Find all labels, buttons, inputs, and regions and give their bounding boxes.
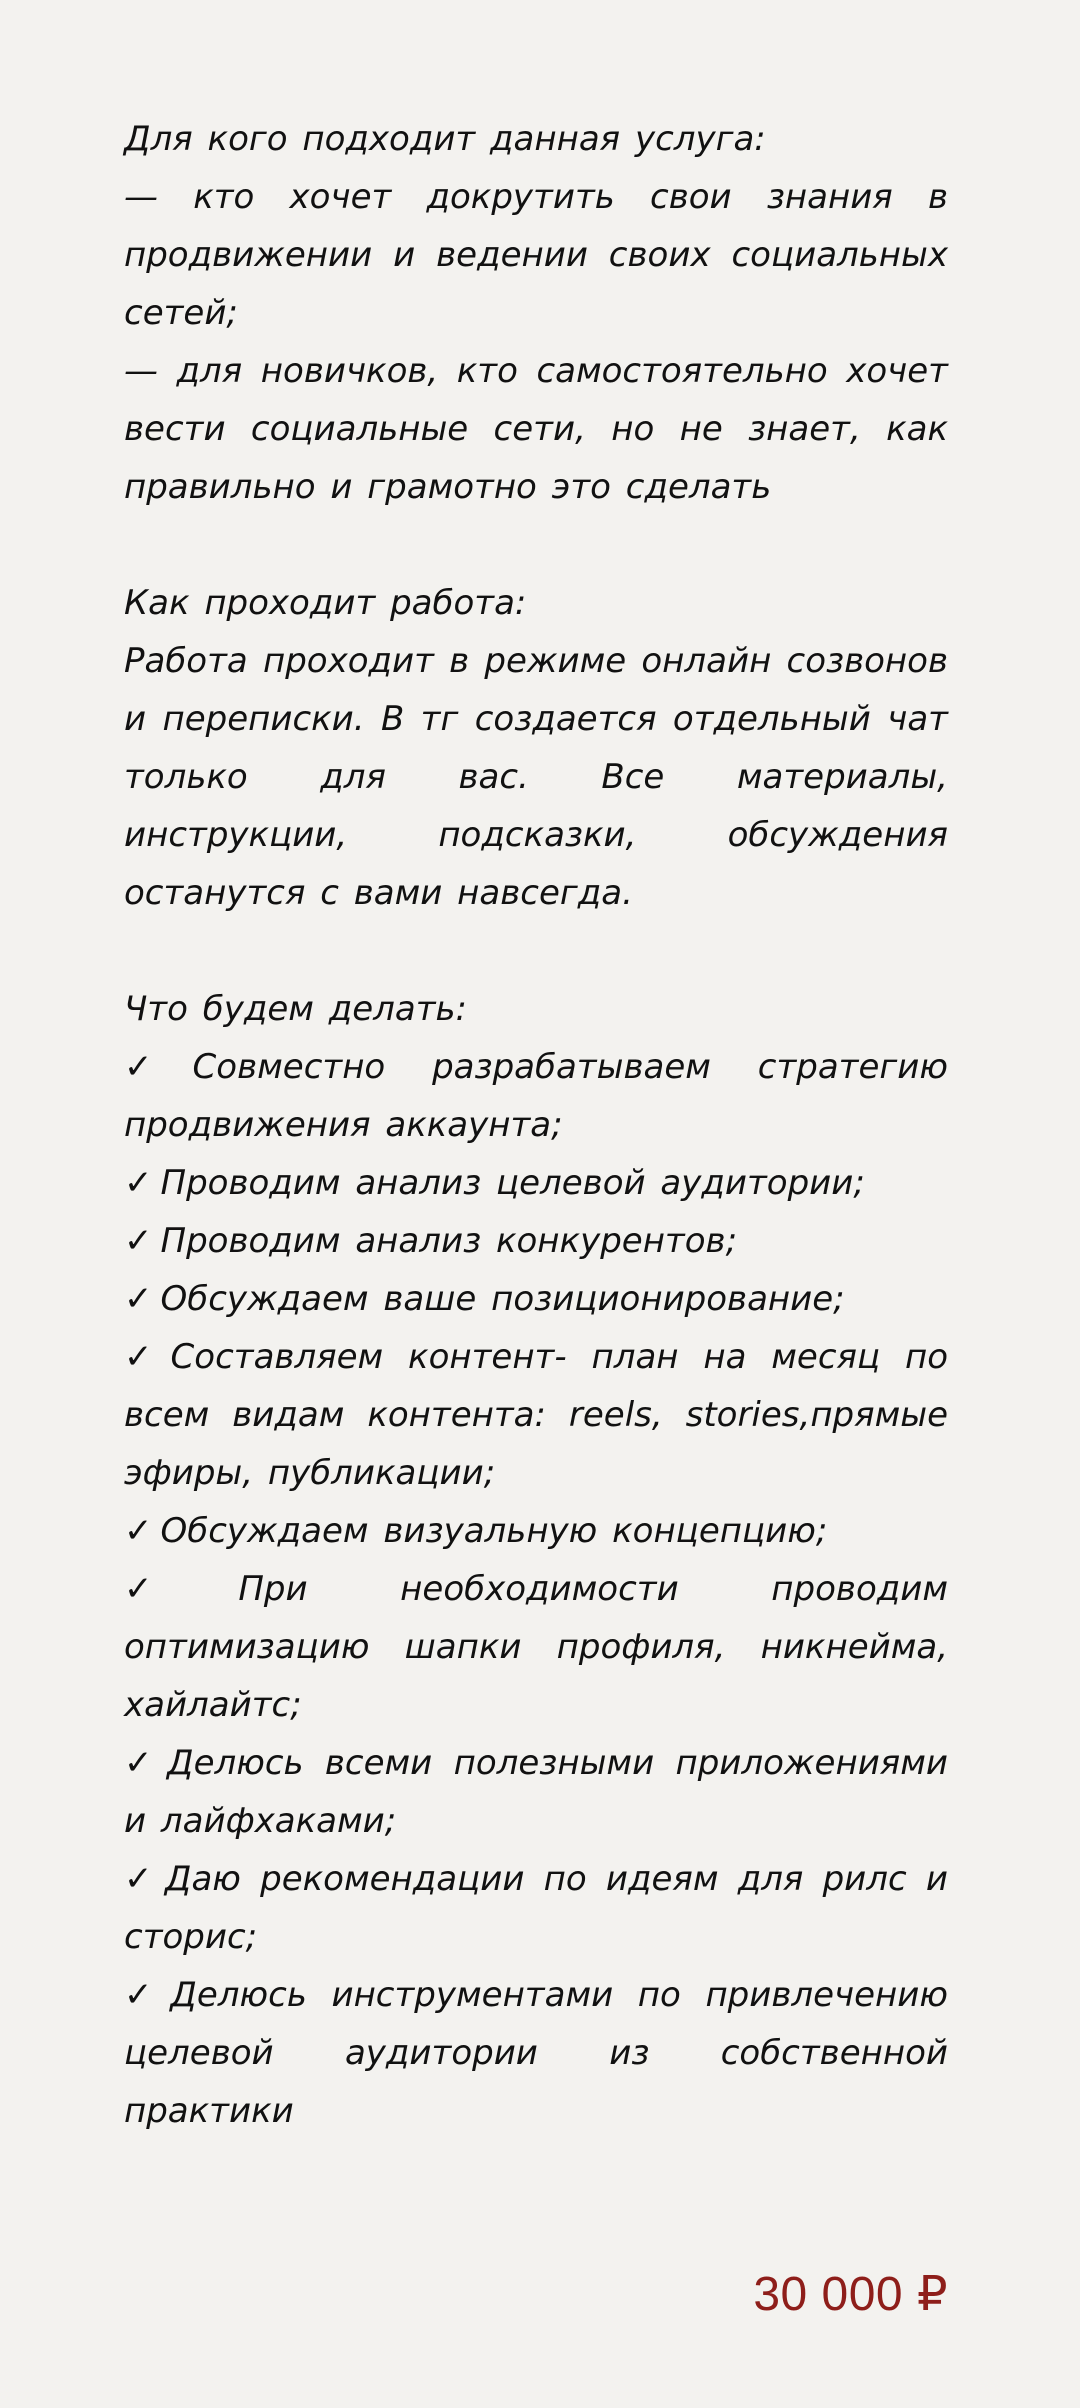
plan-item-text: Даю рекомендации по идеям для рилс и сторис; — [124, 1859, 948, 1957]
plan-item — [124, 1328, 948, 1502]
price-label: 30 000 ₽ — [753, 2268, 948, 2321]
plan-item-text: Проводим анализ целевой аудитории; — [160, 1163, 865, 1203]
service-description — [124, 110, 948, 2140]
plan-item — [124, 1502, 948, 1560]
check-icon: ✓ — [124, 1221, 153, 1261]
audience-section — [124, 110, 948, 516]
plan-item-text: Обсуждаем визуальную концепцию; — [160, 1511, 828, 1551]
audience-item-2: — для новичков, кто самостоятельно хочет вести социальные сети, но не знает, как правильно и грамотно это сделать — [124, 351, 948, 507]
audience-item-1: — кто хочет докрутить свои знания в продвижении и ведении своих социальных сетей; — [124, 177, 948, 333]
plan-section — [124, 980, 948, 2140]
plan-item — [124, 1270, 948, 1328]
plan-item — [124, 1560, 948, 1734]
plan-item — [124, 1850, 948, 1966]
check-icon: ✓ — [124, 1743, 159, 1783]
check-icon: ✓ — [124, 1047, 185, 1087]
plan-item-text: Делюсь инструментами по привлечению целевой аудитории из собственной практики — [124, 1975, 948, 2131]
plan-item-text: Делюсь всеми полезными приложениями и лайфхаками; — [124, 1743, 948, 1841]
plan-item — [124, 1966, 948, 2140]
plan-item-text: Составляем контент- план на месяц по всем видам контента: reels, stories,прямые эфиры, публикации; — [124, 1337, 948, 1493]
audience-heading: Для кого подходит данная услуга: — [124, 119, 766, 159]
process-section — [124, 574, 948, 922]
process-body: Работа проходит в режиме онлайн созвонов и переписки. В тг создается отдельный чат только для вас. Все материалы, инструкции, подсказки, обсуждения останутся с вами навсегда. — [124, 641, 948, 913]
plan-item-text: Обсуждаем ваше позиционирование; — [160, 1279, 845, 1319]
check-icon: ✓ — [124, 1975, 163, 2015]
plan-item — [124, 1154, 948, 1212]
plan-item — [124, 1734, 948, 1850]
check-icon: ✓ — [124, 1511, 153, 1551]
plan-item — [124, 1212, 948, 1270]
plan-item — [124, 1038, 948, 1154]
check-icon: ✓ — [124, 1163, 153, 1203]
plan-item-text: Проводим анализ конкурентов; — [160, 1221, 738, 1261]
plan-item-text: При необходимости проводим оптимизацию шапки профиля, никнейма, хайлайтс; — [124, 1569, 948, 1725]
check-icon: ✓ — [124, 1859, 157, 1899]
check-icon: ✓ — [124, 1569, 231, 1609]
check-icon: ✓ — [124, 1337, 163, 1377]
plan-heading: Что будем делать: — [124, 989, 467, 1029]
process-heading: Как проходит работа: — [124, 583, 527, 623]
plan-item-text: Совместно разрабатываем стратегию продвижения аккаунта; — [124, 1047, 948, 1145]
check-icon: ✓ — [124, 1279, 153, 1319]
